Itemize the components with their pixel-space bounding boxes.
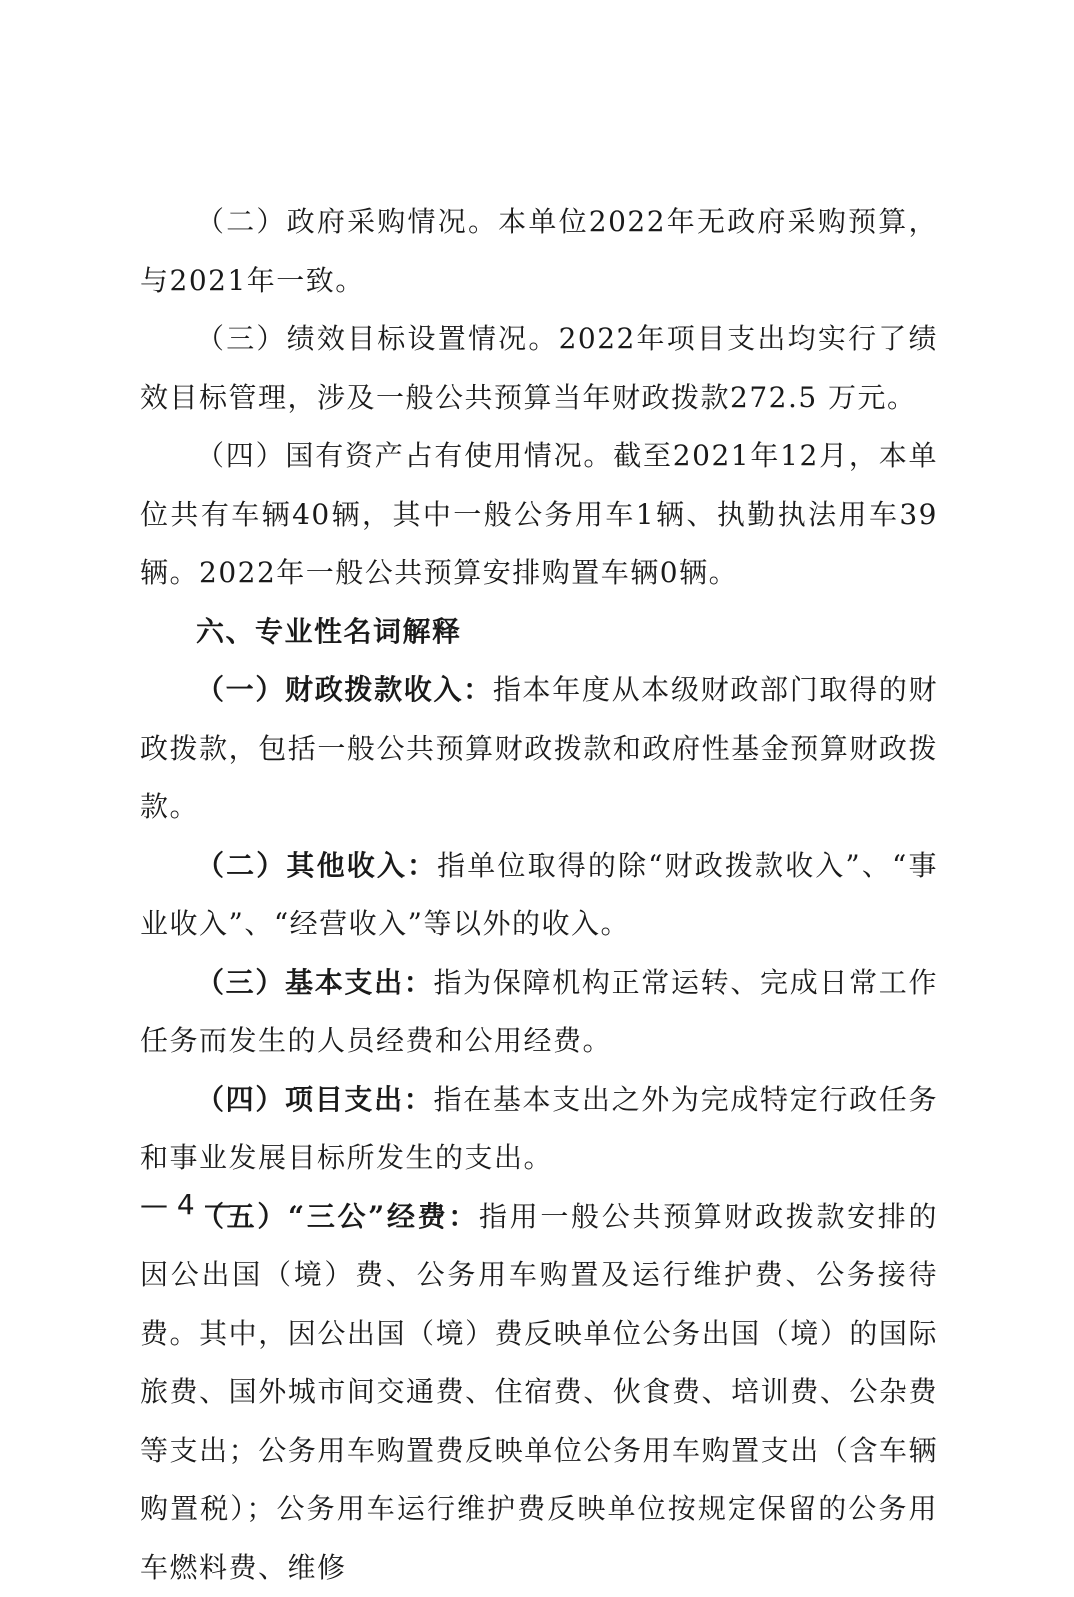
definition-project-expenditure: [140, 1071, 938, 1188]
definition-text: 指为保障机构正常运转、完成日常工作任务而发生的人员经费和公用经费。: [140, 966, 938, 1058]
definition-text: 指在基本支出之外为完成特定行政任务和事业发展目标所发生的支出。: [140, 1083, 938, 1175]
page-number: — 4 —: [140, 1185, 232, 1225]
definition-three-public-expenses: [140, 1188, 938, 1597]
definition-fiscal-appropriation-income: [140, 661, 938, 837]
paragraph-state-assets: （四）国有资产占有使用情况。截至2021年12月，本单位共有车辆40辆，其中一般公务用车1辆、执勤执法用车39辆。2022年一般公共预算安排购置车辆0辆。: [140, 427, 938, 603]
definition-term: （五）“三公”经费：: [196, 1200, 479, 1233]
document-body: [140, 193, 938, 1597]
definition-text: 指本年度从本级财政部门取得的财政拨款，包括一般公共预算财政拨款和政府性基金预算财政拨款。: [140, 673, 938, 823]
section-heading: 六、专业性名词解释: [140, 603, 938, 662]
definition-text: 指单位取得的除“财政拨款收入”、“事业收入”、“经营收入”等以外的收入。: [140, 849, 938, 941]
definition-term: （二）其他收入：: [196, 849, 437, 882]
paragraph-performance-targets: （三）绩效目标设置情况。2022年项目支出均实行了绩效目标管理，涉及一般公共预算当年财政拨款272.5 万元。: [140, 310, 938, 427]
paragraph-government-procurement: （二）政府采购情况。本单位2022年无政府采购预算，与2021年一致。: [140, 193, 938, 310]
definition-term: （四）项目支出：: [196, 1083, 434, 1116]
definition-term: （一）财政拨款收入：: [196, 673, 493, 706]
definition-text: 指用一般公共预算财政拨款安排的因公出国（境）费、公务用车购置及运行维护费、公务接待费。其中，因公出国（境）费反映单位公务出国（境）的国际旅费、国外城市间交通费、住宿费、伙食费、培训费、公杂费等支出；公务用车购置费反映单位公务用车购置支出（含车辆购置税）；公务用车运行维护费反映单位按规定保留的公务用车燃料费、维修: [140, 1200, 938, 1584]
definition-term: （三）基本支出：: [196, 966, 434, 999]
definition-basic-expenditure: [140, 954, 938, 1071]
definition-other-income: [140, 837, 938, 954]
